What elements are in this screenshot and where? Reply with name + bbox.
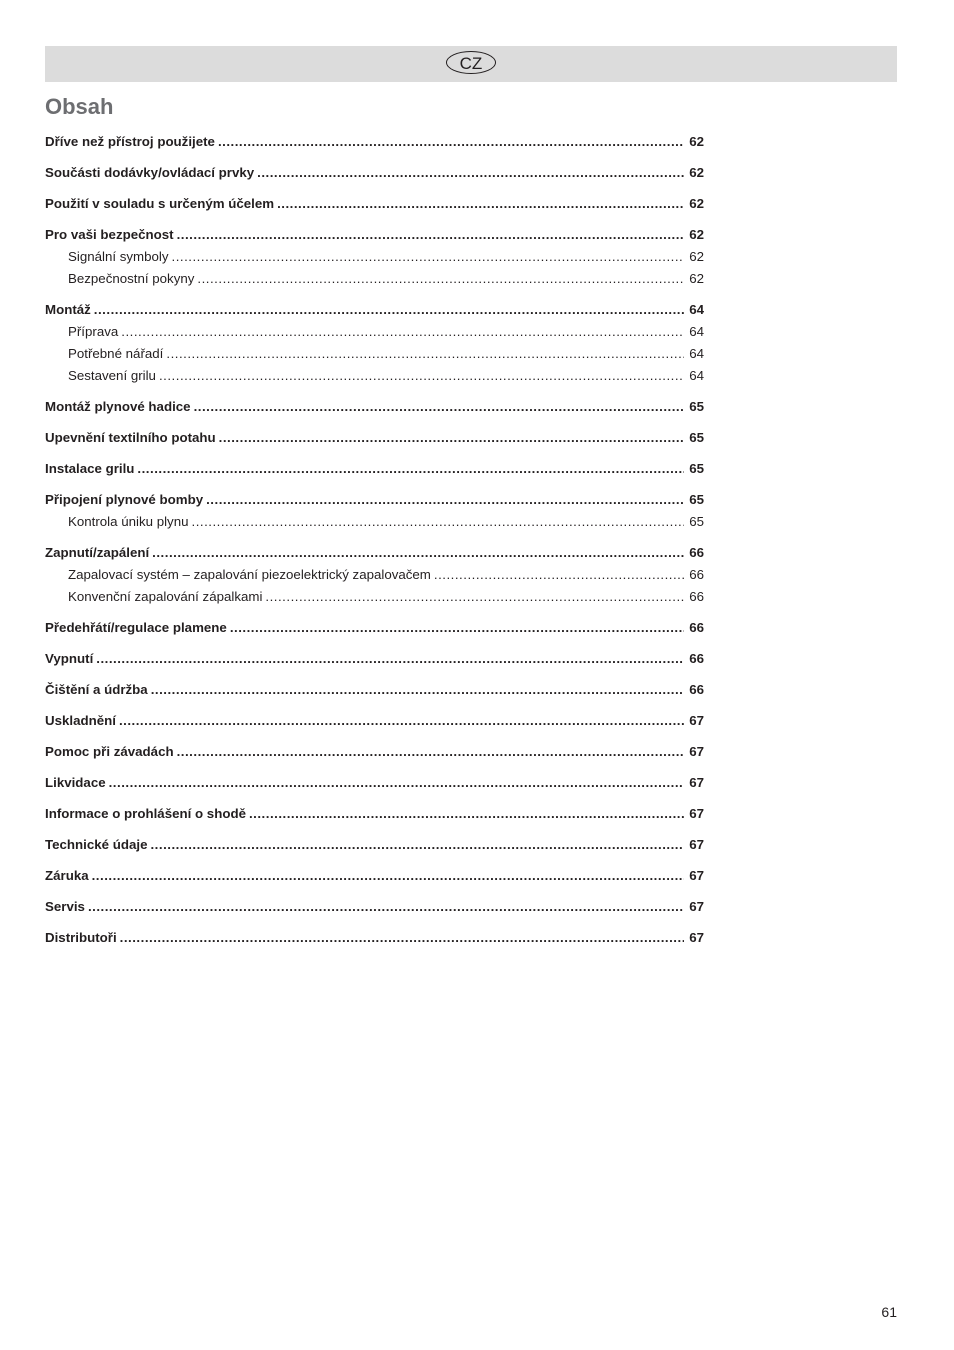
toc-entry-page: 65 bbox=[689, 514, 704, 529]
toc-entry-label: Příprava bbox=[68, 324, 119, 339]
toc-dot-leader bbox=[152, 542, 684, 564]
toc-entry-page: 66 bbox=[689, 567, 704, 582]
toc-entry-page: 66 bbox=[689, 545, 704, 560]
toc-dot-leader bbox=[150, 834, 684, 856]
toc-entry-label: Informace o prohlášení o shodě bbox=[45, 806, 246, 821]
toc-dot-leader bbox=[177, 741, 684, 763]
toc-entry-label: Distributoři bbox=[45, 930, 117, 945]
toc-dot-leader bbox=[218, 131, 684, 153]
toc-entry[interactable] bbox=[45, 741, 704, 763]
toc-entry-page: 67 bbox=[689, 868, 704, 883]
toc-entry-page: 65 bbox=[689, 461, 704, 476]
toc-dot-leader bbox=[434, 564, 684, 586]
toc-entry-label: Připojení plynové bomby bbox=[45, 492, 204, 507]
toc-entry[interactable] bbox=[45, 896, 704, 918]
toc-entry-page: 65 bbox=[689, 492, 704, 507]
toc-entry[interactable] bbox=[45, 427, 704, 449]
toc-dot-leader bbox=[88, 896, 684, 918]
toc-entry[interactable] bbox=[45, 927, 704, 949]
toc-entry-label: Pro vaši bezpečnost bbox=[45, 227, 174, 242]
toc-entry-page: 67 bbox=[689, 744, 704, 759]
toc-entry-label: Sestavení grilu bbox=[68, 368, 156, 383]
toc-entry[interactable] bbox=[45, 772, 704, 794]
toc-entry-label: Součásti dodávky/ovládací prvky bbox=[45, 165, 255, 180]
toc-entry-label: Čištění a údržba bbox=[45, 682, 148, 697]
toc-entry-page: 62 bbox=[689, 227, 704, 242]
toc-entry-page: 66 bbox=[689, 589, 704, 604]
toc-dot-leader bbox=[249, 803, 684, 825]
toc-entry[interactable] bbox=[45, 162, 704, 184]
toc-dot-leader bbox=[192, 511, 685, 533]
toc-entry-label: Montáž plynové hadice bbox=[45, 399, 191, 414]
toc-dot-leader bbox=[172, 246, 684, 268]
toc-entry[interactable] bbox=[45, 396, 704, 418]
toc-dot-leader bbox=[166, 343, 684, 365]
toc-dot-leader bbox=[194, 396, 684, 418]
page-number: 61 bbox=[881, 1304, 897, 1320]
toc-subentry[interactable] bbox=[45, 321, 704, 343]
language-badge: CZ bbox=[446, 51, 496, 74]
toc-entry-label: Uskladnění bbox=[45, 713, 116, 728]
toc-dot-leader bbox=[119, 710, 684, 732]
toc-entry-page: 64 bbox=[689, 346, 704, 361]
toc-dot-leader bbox=[177, 224, 684, 246]
toc-entry-page: 64 bbox=[689, 324, 704, 339]
toc-entry[interactable] bbox=[45, 617, 704, 639]
toc-subentry[interactable] bbox=[45, 365, 704, 387]
toc-subentry[interactable] bbox=[45, 586, 704, 608]
toc-entry-page: 62 bbox=[689, 271, 704, 286]
toc-entry[interactable] bbox=[45, 803, 704, 825]
toc-entry[interactable] bbox=[45, 679, 704, 701]
toc-entry[interactable] bbox=[45, 224, 704, 246]
toc-entry-page: 62 bbox=[689, 134, 704, 149]
toc-entry-label: Použití v souladu s určeným účelem bbox=[45, 196, 275, 211]
toc-entry-label: Servis bbox=[45, 899, 85, 914]
toc-entry-page: 66 bbox=[689, 651, 704, 666]
toc-dot-leader bbox=[94, 299, 684, 321]
toc-entry-label: Pomoc při závadách bbox=[45, 744, 174, 759]
toc-entry-page: 67 bbox=[689, 806, 704, 821]
toc-entry-label: Montáž bbox=[45, 302, 91, 317]
toc-entry[interactable] bbox=[45, 710, 704, 732]
toc-entry-label: Zapnutí/zapálení bbox=[45, 545, 150, 560]
toc-entry-page: 67 bbox=[689, 930, 704, 945]
toc-subentry[interactable] bbox=[45, 246, 704, 268]
toc-entry-label: Bezpečnostní pokyny bbox=[68, 271, 195, 286]
toc-entry[interactable] bbox=[45, 648, 704, 670]
toc-entry-label: Kontrola úniku plynu bbox=[68, 514, 189, 529]
toc-entry-label: Signální symboly bbox=[68, 249, 169, 264]
toc-entry-page: 66 bbox=[689, 620, 704, 635]
toc-entry-label: Záruka bbox=[45, 868, 89, 883]
toc-dot-leader bbox=[109, 772, 684, 794]
toc-entry[interactable] bbox=[45, 458, 704, 480]
toc-entry-label: Dříve než přístroj použijete bbox=[45, 134, 215, 149]
toc-subentry[interactable] bbox=[45, 343, 704, 365]
toc-entry[interactable] bbox=[45, 865, 704, 887]
toc-entry-label: Konvenční zapalování zápalkami bbox=[68, 589, 263, 604]
toc-dot-leader bbox=[120, 927, 684, 949]
toc-entry-page: 67 bbox=[689, 713, 704, 728]
toc-dot-leader bbox=[151, 679, 684, 701]
toc-entry-label: Vypnutí bbox=[45, 651, 94, 666]
toc-dot-leader bbox=[96, 648, 684, 670]
toc-entry-label: Potřebné nářadí bbox=[68, 346, 164, 361]
toc-entry-page: 62 bbox=[689, 165, 704, 180]
toc-entry-page: 62 bbox=[689, 249, 704, 264]
toc-entry-page: 67 bbox=[689, 899, 704, 914]
page-title: Obsah bbox=[45, 94, 114, 119]
toc-entry[interactable] bbox=[45, 131, 704, 153]
toc-dot-leader bbox=[121, 321, 684, 343]
toc-entry-page: 66 bbox=[689, 682, 704, 697]
toc-entry-page: 67 bbox=[689, 837, 704, 852]
toc-entry-page: 62 bbox=[689, 196, 704, 211]
language-header-bar bbox=[45, 46, 897, 82]
toc-entry-page: 64 bbox=[689, 368, 704, 383]
toc-entry[interactable] bbox=[45, 299, 704, 321]
toc-entry-page: 64 bbox=[689, 302, 704, 317]
toc-entry[interactable] bbox=[45, 834, 704, 856]
toc-entry-label: Likvidace bbox=[45, 775, 106, 790]
toc-entry-page: 67 bbox=[689, 775, 704, 790]
toc-entry-label: Upevnění textilního potahu bbox=[45, 430, 216, 445]
toc-dot-leader bbox=[277, 193, 684, 215]
toc-entry-label: Instalace grilu bbox=[45, 461, 135, 476]
toc-dot-leader bbox=[159, 365, 684, 387]
toc-dot-leader bbox=[92, 865, 684, 887]
toc-dot-leader bbox=[219, 427, 684, 449]
toc-entry-label: Technické údaje bbox=[45, 837, 148, 852]
toc-subentry[interactable] bbox=[45, 564, 704, 586]
toc-entry[interactable] bbox=[45, 193, 704, 215]
toc-dot-leader bbox=[230, 617, 684, 639]
toc-subentry[interactable] bbox=[45, 511, 704, 533]
toc-dot-leader bbox=[197, 268, 684, 290]
toc-entry[interactable] bbox=[45, 542, 704, 564]
table-of-contents bbox=[45, 131, 704, 949]
toc-dot-leader bbox=[257, 162, 684, 184]
toc-dot-leader bbox=[137, 458, 684, 480]
toc-entry-label: Zapalovací systém – zapalování piezoelektrický zapalovačem bbox=[68, 567, 431, 582]
toc-entry-page: 65 bbox=[689, 399, 704, 414]
toc-entry-page: 65 bbox=[689, 430, 704, 445]
toc-entry-label: Předehřátí/regulace plamene bbox=[45, 620, 227, 635]
toc-dot-leader bbox=[265, 586, 684, 608]
toc-dot-leader bbox=[206, 489, 684, 511]
toc-entry[interactable] bbox=[45, 489, 704, 511]
toc-subentry[interactable] bbox=[45, 268, 704, 290]
